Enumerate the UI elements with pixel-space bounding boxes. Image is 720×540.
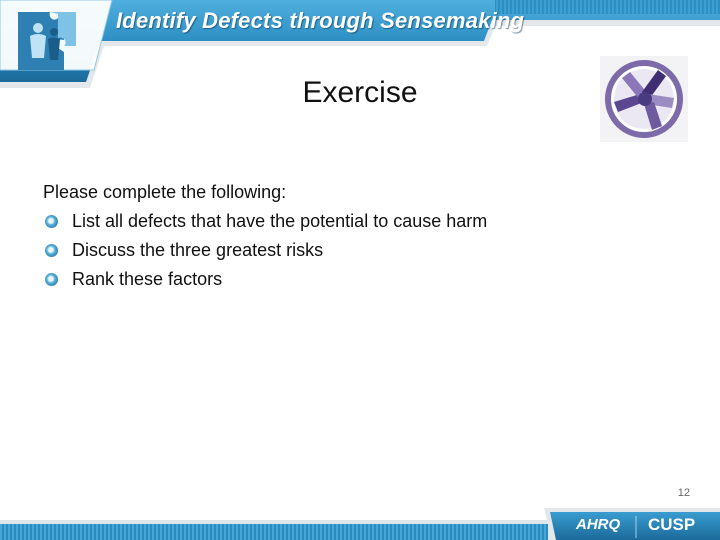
list-item-text: List all defects that have the potential to cause harm xyxy=(72,211,488,231)
bullet-list xyxy=(43,207,663,294)
list-item xyxy=(43,265,663,294)
list-item xyxy=(43,236,663,265)
page-number: 12 xyxy=(677,487,690,499)
list-item-text: Rank these factors xyxy=(72,269,223,289)
puzzle-people-icon xyxy=(12,6,82,76)
intro-text: Please complete the following: xyxy=(43,182,287,202)
round-bullet-icon xyxy=(45,215,58,228)
joined-hands-icon xyxy=(600,56,688,142)
cusp-logo: CUSP xyxy=(648,515,696,534)
slide-body xyxy=(43,178,663,294)
round-bullet-icon xyxy=(45,273,58,286)
round-bullet-icon xyxy=(45,244,58,257)
ahrq-logo: AHRQ xyxy=(576,516,621,533)
list-item xyxy=(43,207,663,236)
page-title: Exercise xyxy=(302,76,418,109)
header-title: Identify Defects through Sensemaking xyxy=(116,8,525,33)
list-item-text: Discuss the three greatest risks xyxy=(72,240,324,260)
